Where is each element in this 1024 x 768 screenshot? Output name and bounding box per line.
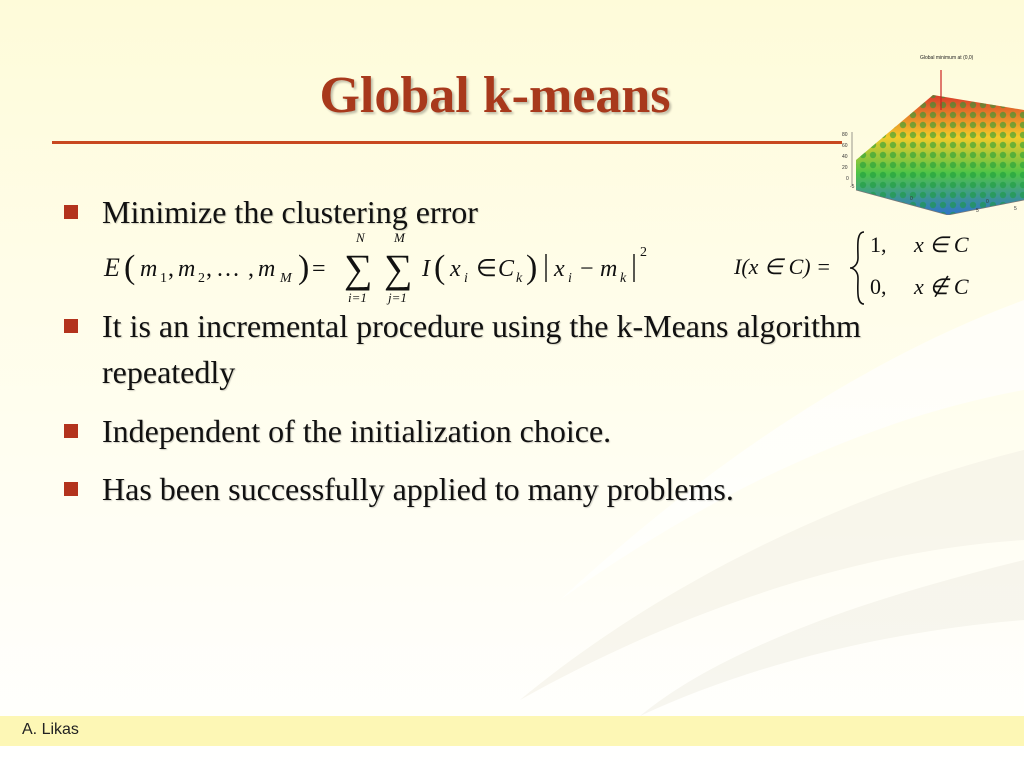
bullet-text-3: Independent of the initialization choice. xyxy=(102,413,612,449)
svg-text:∑: ∑ xyxy=(384,246,413,291)
z-tick-60: 60 xyxy=(842,143,848,149)
svg-text:I: I xyxy=(422,256,430,282)
footer-author: A. Likas xyxy=(22,721,79,738)
svg-text:i=1: i=1 xyxy=(348,290,367,305)
svg-text:(: ( xyxy=(124,249,136,286)
svg-text:,: , xyxy=(206,256,212,282)
svg-text:x ∈ C: x ∈ C xyxy=(914,232,969,257)
bullet-marker-icon xyxy=(64,205,78,219)
bullet-marker-icon xyxy=(64,424,78,438)
indicator-function-equation xyxy=(732,228,982,308)
svg-text:1,: 1, xyxy=(870,232,887,257)
bullet-text-4: Has been successfully applied to many problems. xyxy=(102,471,734,507)
y-tick-0: 0 xyxy=(986,199,989,205)
svg-text:k: k xyxy=(516,271,523,286)
svg-text:): ) xyxy=(298,249,310,286)
x-tick-neg5: -5 xyxy=(850,184,855,190)
svg-text:2: 2 xyxy=(198,271,205,286)
clustering-error-equation xyxy=(100,228,660,308)
slide-title: Global k-means xyxy=(319,67,671,124)
bullet-text-2: It is an incremental procedure using the k-Means algorithm repeatedly xyxy=(102,308,861,390)
y-tick-5: 5 xyxy=(1014,206,1017,212)
svg-text:I(x ∈ C) =: I(x ∈ C) = xyxy=(734,254,831,279)
svg-text:C: C xyxy=(498,256,515,282)
svg-text:m: m xyxy=(140,256,158,282)
svg-text:=: = xyxy=(312,256,326,282)
svg-text:1: 1 xyxy=(160,271,167,286)
svg-text:m: m xyxy=(178,256,196,282)
svg-text:(: ( xyxy=(434,249,446,286)
svg-text:∈: ∈ xyxy=(476,256,497,282)
svg-text:m: m xyxy=(600,256,618,282)
slide-footer xyxy=(0,716,1024,746)
plot-title: Global minimum at (0,0) xyxy=(920,55,974,61)
svg-text:∑: ∑ xyxy=(344,246,373,291)
svg-text:x: x xyxy=(450,256,461,282)
bullet-item-4 xyxy=(62,466,882,512)
svg-text:x: x xyxy=(554,256,565,282)
svg-text:,: , xyxy=(168,256,174,282)
bullet-item-2 xyxy=(62,303,882,395)
bullet-text-1: Minimize the clustering error xyxy=(102,194,478,230)
svg-text:…: … xyxy=(216,256,240,282)
svg-text:): ) xyxy=(526,249,538,286)
svg-text:E: E xyxy=(104,253,120,282)
svg-text:2: 2 xyxy=(640,245,647,260)
svg-text:j=1: j=1 xyxy=(388,290,407,305)
svg-text:,: , xyxy=(248,256,254,282)
svg-text:m: m xyxy=(258,256,276,282)
z-tick-80: 80 xyxy=(842,132,848,138)
z-tick-40: 40 xyxy=(842,154,848,160)
title-divider xyxy=(52,141,842,144)
svg-text:i: i xyxy=(464,271,468,286)
svg-text:M: M xyxy=(280,271,292,286)
bullet-marker-icon xyxy=(64,482,78,496)
x-tick-5: 5 xyxy=(976,208,979,214)
z-tick-20: 20 xyxy=(842,165,848,171)
svg-text:−: − xyxy=(580,256,594,282)
svg-text:M: M xyxy=(394,230,405,245)
svg-text:k: k xyxy=(620,271,627,286)
svg-text:i: i xyxy=(568,271,572,286)
x-tick-0: 0 xyxy=(910,196,913,202)
svg-text:N: N xyxy=(356,230,365,245)
svg-text:x ∉ C: x ∉ C xyxy=(914,274,969,299)
bullet-marker-icon xyxy=(64,319,78,333)
bullet-item-3 xyxy=(62,408,882,454)
svg-text:0,: 0, xyxy=(870,274,887,299)
z-tick-0: 0 xyxy=(846,176,849,182)
